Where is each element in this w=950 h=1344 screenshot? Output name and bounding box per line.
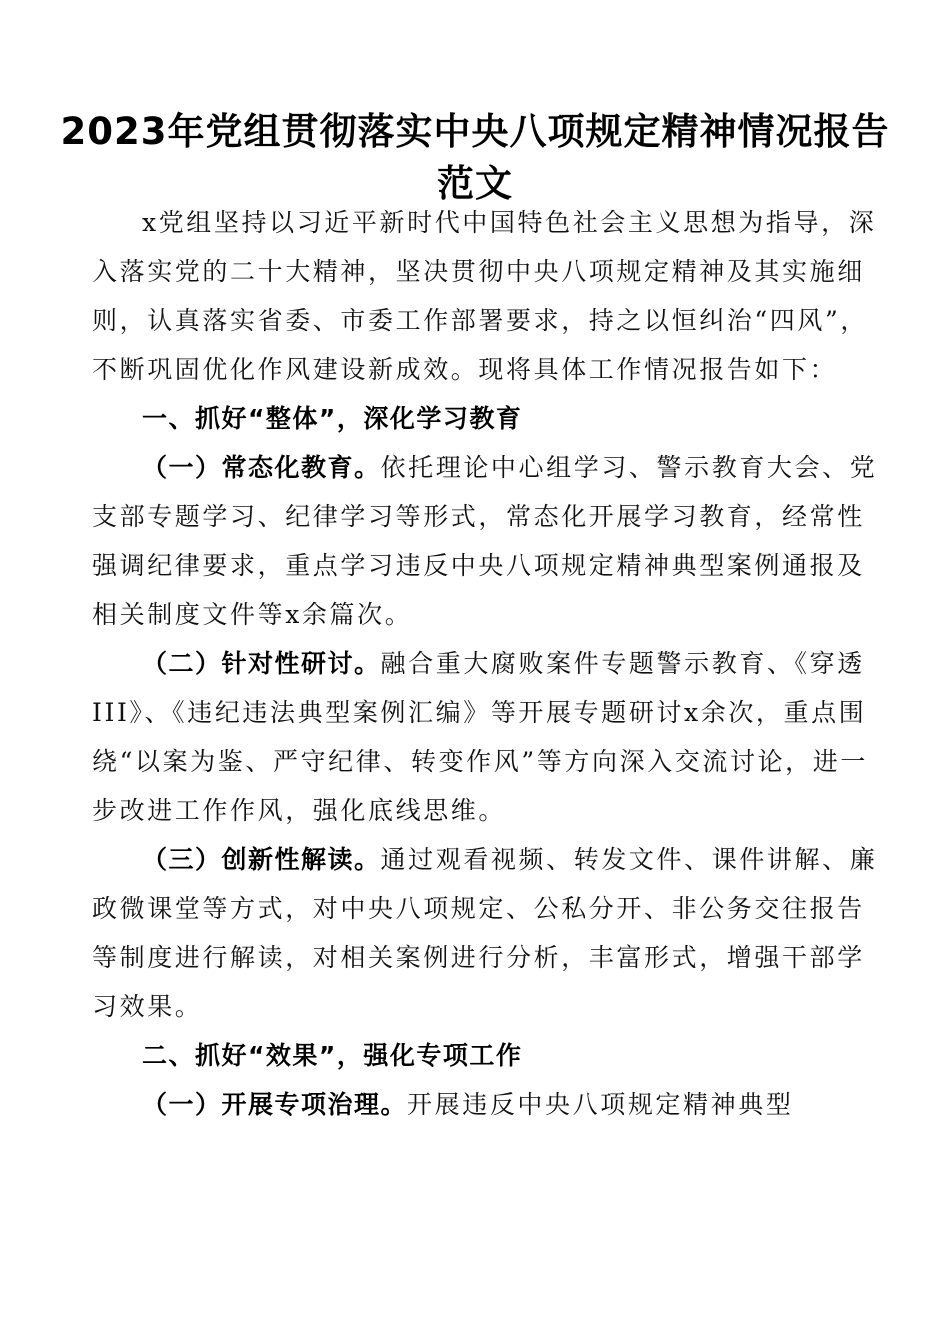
section1-item-3: [92, 835, 882, 1031]
item-lead: （一）开展专项治理。: [142, 1090, 408, 1119]
intro-paragraph: x党组坚持以习近平新时代中国特色社会主义思想为指导，深入落实党的二十大精神，坚决贯彻中央八项规定精神及其实施细则，认真落实省委、市委工作部署要求，持之以恒纠治“四风”，不断巩固优化作风建设新成效。现将具体工作情况报告如下：: [92, 208, 877, 384]
item-lead: （三）创新性解读。: [142, 845, 381, 874]
section-heading-2: 二、抓好“效果”，强化专项工作: [142, 1041, 523, 1070]
item-lead: （一）常态化教育。: [142, 453, 381, 482]
section1-item-1: [92, 443, 882, 639]
section-heading-1: 一、抓好“整体”，深化学习教育: [142, 404, 523, 433]
section1-item-2: [92, 639, 882, 835]
item-text: 通过观看视频、转发文件、课件讲解、廉政微课堂等方式，对中央八项规定、公私分开、非公务交往报告等制度进行解读，对相关案例进行分析，丰富形式，增强干部学习效果。: [92, 845, 878, 1021]
item-text: 开展违反中央八项规定精神典型: [407, 1090, 794, 1119]
item-lead: （二）针对性研讨。: [142, 649, 381, 678]
item-text: 依托理论中心组学习、警示教育大会、党支部专题学习、纪律学习等形式，常态化开展学习教育，经常性强调纪律要求，重点学习违反中央八项规定精神典型案例通报及相关制度文件等x余篇次。: [92, 453, 878, 629]
document-body: [92, 198, 882, 1129]
document-title: 2023年党组贯彻落实中央八项规定精神情况报告范文: [60, 110, 890, 205]
item-text: 融合重大腐败案件专题警示教育、《穿透III》、《违纪违法典型案例汇编》等开展专题研讨x余次，重点围绕“以案为鉴、严守纪律、转变作风”等方向深入交流讨论，进一步改进工作作风，强化底线思维。: [92, 649, 868, 825]
section2-item-1: [92, 1080, 882, 1129]
